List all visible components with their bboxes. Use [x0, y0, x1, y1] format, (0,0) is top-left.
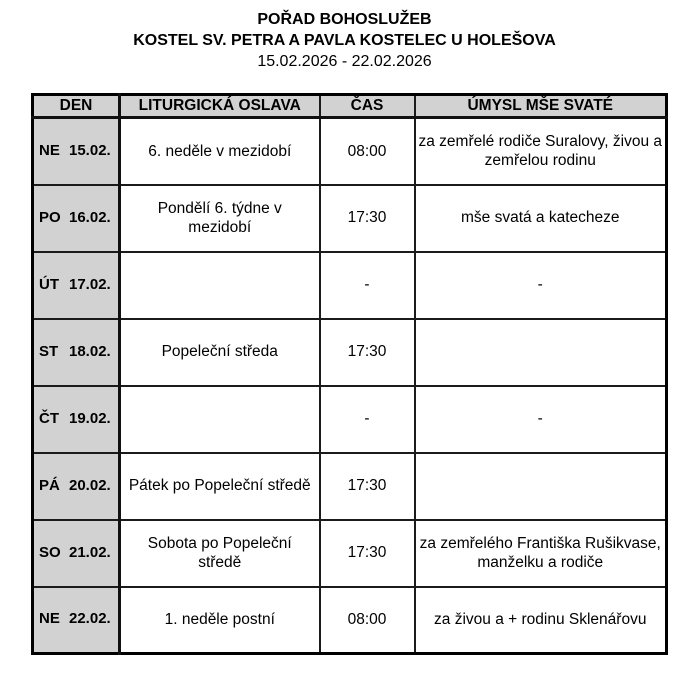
day-abbrev: PO	[39, 208, 61, 226]
intention-cell	[415, 453, 667, 520]
day-date: 19.02.	[69, 409, 111, 427]
time-cell: 17:30	[320, 185, 415, 252]
day-date: 21.02.	[69, 543, 111, 561]
column-header-intention: ÚMYSL MŠE SVATÉ	[415, 95, 667, 118]
intention-cell: mše svatá a katecheze	[415, 185, 667, 252]
day-date: 18.02.	[69, 342, 111, 360]
table-row	[33, 587, 667, 654]
page-header	[0, 0, 689, 72]
time-cell: -	[320, 386, 415, 453]
day-date: 17.02.	[69, 275, 111, 293]
day-abbrev: NE	[39, 610, 60, 628]
celebration-cell: Sobota po Popeleční středě	[120, 520, 320, 587]
day-abbrev: ST	[39, 342, 59, 360]
celebration-cell	[120, 252, 320, 319]
table-row	[33, 185, 667, 252]
celebration-cell	[120, 386, 320, 453]
intention-cell: -	[415, 386, 667, 453]
day-abbrev: SO	[39, 543, 61, 561]
column-header-time: ČAS	[320, 95, 415, 118]
intention-cell: -	[415, 252, 667, 319]
day-cell	[33, 520, 120, 587]
page-title: POŘAD BOHOSLUŽEB	[257, 11, 432, 28]
day-date: 20.02.	[69, 476, 111, 494]
table-row	[33, 319, 667, 386]
time-cell: 17:30	[320, 520, 415, 587]
schedule-body	[33, 118, 667, 654]
day-abbrev: ÚT	[39, 275, 59, 293]
time-cell: -	[320, 252, 415, 319]
day-abbrev: NE	[39, 141, 60, 159]
table-row	[33, 386, 667, 453]
time-cell: 17:30	[320, 319, 415, 386]
day-cell	[33, 453, 120, 520]
celebration-cell: Pondělí 6. týdne v mezidobí	[120, 185, 320, 252]
table-row	[33, 252, 667, 319]
column-header-celebration: LITURGICKÁ OSLAVA	[120, 95, 320, 118]
day-abbrev: ČT	[39, 409, 59, 427]
celebration-cell: 6. neděle v mezidobí	[120, 118, 320, 185]
day-cell	[33, 118, 120, 185]
time-cell: 08:00	[320, 118, 415, 185]
day-cell	[33, 252, 120, 319]
celebration-cell: Popeleční středa	[120, 319, 320, 386]
day-cell	[33, 319, 120, 386]
day-date: 16.02.	[69, 208, 111, 226]
intention-cell	[415, 319, 667, 386]
intention-cell: za zemřelého Františka Rušikvase, manželku a rodiče	[415, 520, 667, 587]
day-cell	[33, 587, 120, 654]
time-cell: 17:30	[320, 453, 415, 520]
table-row	[33, 520, 667, 587]
table-header-row	[33, 95, 667, 118]
time-cell: 08:00	[320, 587, 415, 654]
date-range: 15.02.2026 - 22.02.2026	[257, 53, 432, 70]
day-date: 15.02.	[69, 141, 111, 159]
column-header-day: DEN	[33, 95, 120, 118]
intention-cell: za zemřelé rodiče Suralovy, živou a zemřelou rodinu	[415, 118, 667, 185]
table-row	[33, 118, 667, 185]
celebration-cell: 1. neděle postní	[120, 587, 320, 654]
day-date: 22.02.	[69, 610, 111, 628]
church-name: KOSTEL SV. PETRA A PAVLA KOSTELEC U HOLEŠOVA	[133, 32, 556, 49]
day-abbrev: PÁ	[39, 476, 60, 494]
celebration-cell: Pátek po Popeleční středě	[120, 453, 320, 520]
day-cell	[33, 185, 120, 252]
schedule-table	[31, 93, 668, 655]
table-row	[33, 453, 667, 520]
intention-cell: za živou a + rodinu Sklenářovu	[415, 587, 667, 654]
day-cell	[33, 386, 120, 453]
